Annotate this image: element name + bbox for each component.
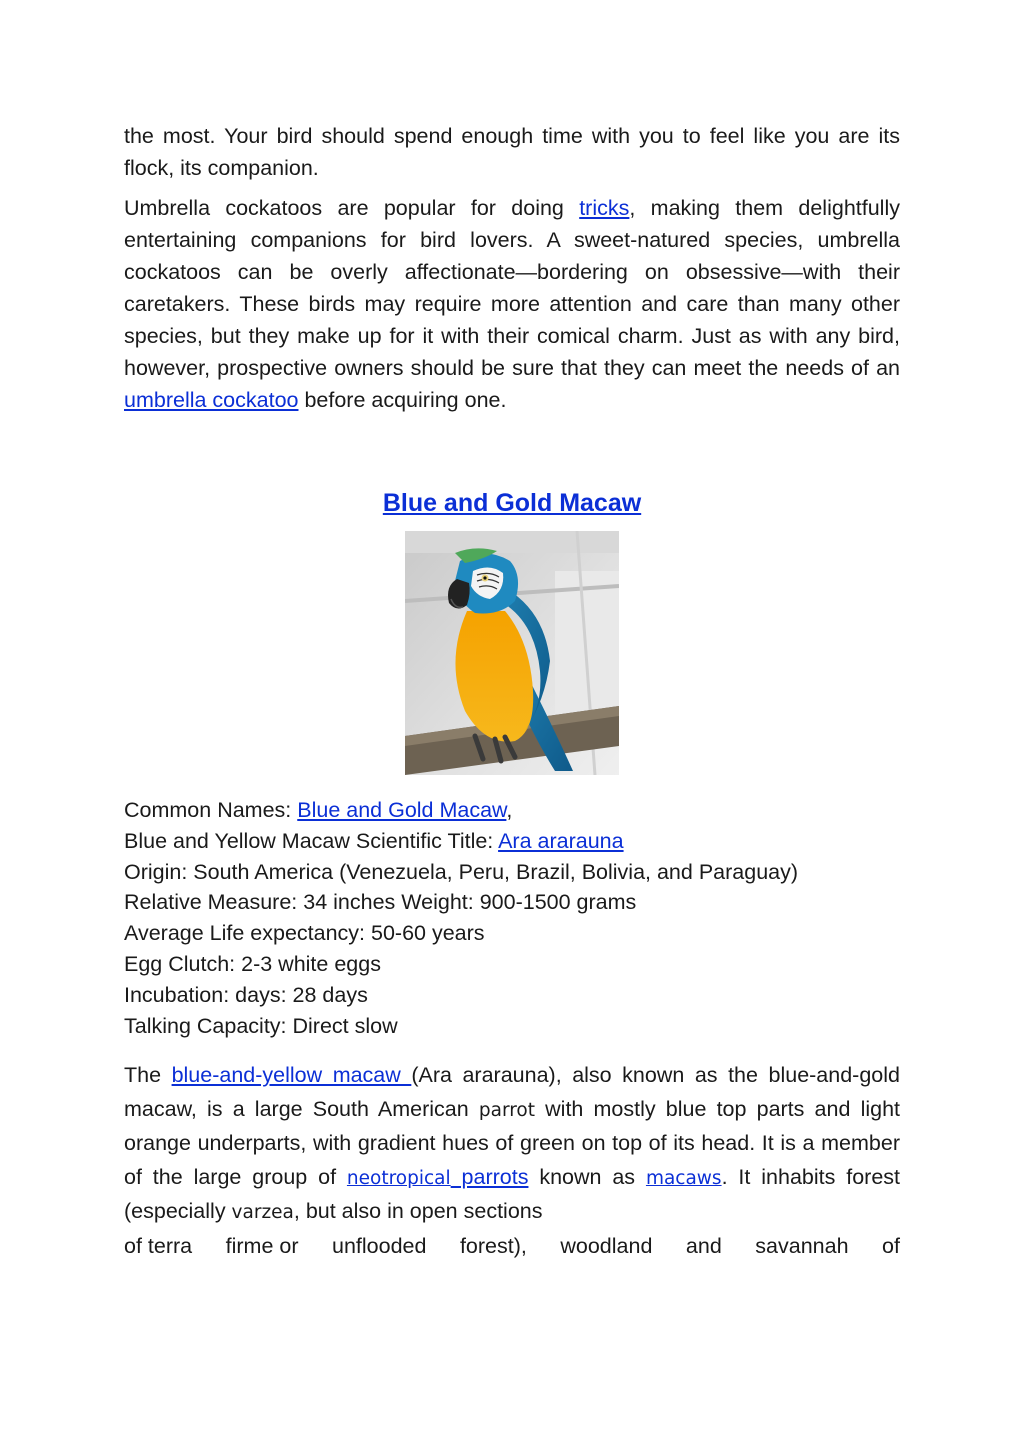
fact-origin: Origin: South America (Venezuela, Peru, Brazil, Bolivia, and Paraguay) [124, 859, 799, 884]
last-line-word: of terra [124, 1233, 193, 1258]
last-line-word: savannah [755, 1233, 849, 1258]
blue-and-yellow-macaw-link[interactable]: blue-and-yellow macaw [171, 1063, 412, 1088]
varzea-word: varzea [231, 1202, 294, 1224]
last-line-word: woodland [560, 1233, 653, 1258]
fact-scientific-title: Blue and Yellow Macaw Scientific Title: Ara ararauna [124, 828, 624, 853]
parrot-word: parrot [478, 1099, 535, 1121]
fact-egg-clutch: Egg Clutch: 2-3 white eggs [124, 951, 381, 976]
fact-common-names: Common Names: Blue and Gold Macaw, [124, 798, 513, 822]
umbrella-cockatoo-link[interactable]: umbrella cockatoo [124, 388, 299, 412]
macaw-facts [124, 795, 900, 1041]
last-line-word: of [882, 1233, 900, 1258]
fact-talking-capacity: Talking Capacity: Direct slow [124, 1013, 398, 1038]
document-page [124, 120, 900, 1262]
macaw-photo [405, 531, 619, 775]
paragraph-intro: the most. Your bird should spend enough time with you to feel like you are its flock, its companion. [124, 124, 900, 180]
ara-ararauna-link[interactable]: Ara ararauna [498, 828, 624, 853]
last-line-word: firme or [225, 1233, 299, 1258]
fact-incubation: Incubation: days: 28 days [124, 982, 368, 1007]
last-line-word: unflooded [332, 1233, 427, 1258]
last-line-word: and [685, 1233, 722, 1258]
fact-life-expectancy: Average Life expectancy: 50-60 years [124, 921, 485, 946]
blue-gold-macaw-heading-link[interactable]: Blue and Gold Macaw [382, 489, 642, 517]
neotropical-link[interactable]: neotropical [346, 1167, 451, 1189]
paragraph-umbrella-cockatoo: Umbrella cockatoos are popular for doing tricks, making them delightfully entertaining companions for bird lovers. A sweet-natured species, umbrella cockatoos can be overly affectionate—bordering on obsessive—with their caretakers. These birds may require more attention and care than many other species, but they make up for it with their comical charm. Just as with any bird, however, prospective owners should be sure that they can meet the needs of an umbrella cockatoo before acquiring one. [124, 196, 900, 412]
last-line-word: forest), [459, 1233, 527, 1258]
fact-measure: Relative Measure: 34 inches Weight: 900-1500 grams [124, 890, 637, 915]
macaws-link[interactable]: macaws [645, 1167, 722, 1189]
section-heading [124, 487, 900, 519]
paragraph-blue-yellow-macaw: The blue-and-yellow macaw (Ara ararauna), also known as the blue-and-gold macaw, is a large South American parrot with mostly blue top parts and light orange underparts, with gradient hues of green on top of its head. It is a member of the large group of neotropical parrots known as macaws. It inhabits forest (especially varzea, but also in open sections [124, 1063, 901, 1224]
blue-gold-macaw-link[interactable]: Blue and Gold Macaw [297, 798, 507, 822]
tricks-link[interactable]: tricks [579, 196, 630, 220]
macaw-photo-container [124, 531, 900, 775]
parrots-link[interactable]: parrots [450, 1164, 529, 1189]
paragraph-last-line [124, 1230, 900, 1262]
